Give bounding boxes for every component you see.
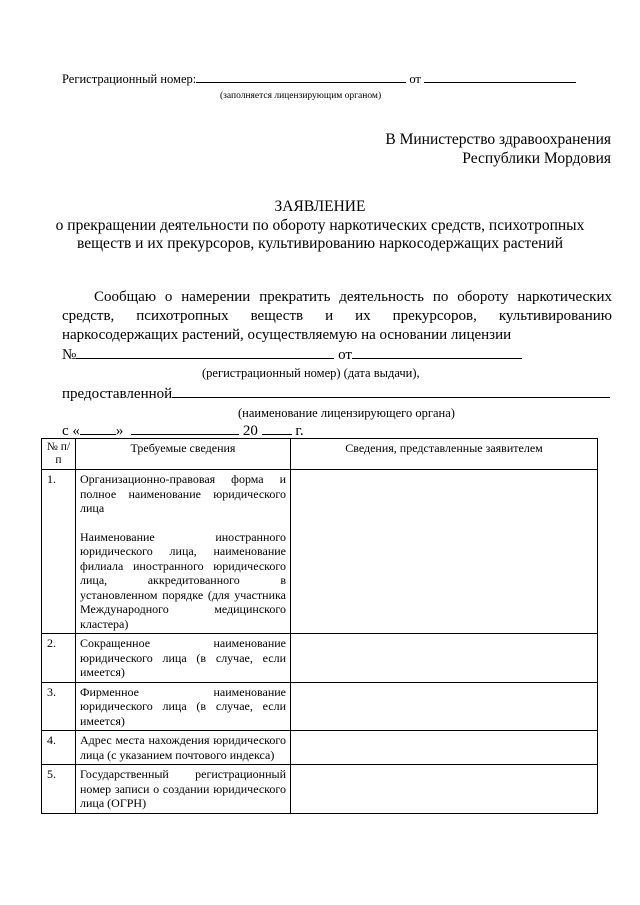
row-required — [76, 470, 291, 634]
row-value[interactable] — [291, 682, 598, 731]
from-date-prefix: с « — [62, 423, 80, 439]
table-header-row — [42, 439, 598, 470]
reg-from-label: от — [409, 72, 421, 86]
year-label: 20 — [242, 423, 258, 439]
header-required: Требуемые сведения — [76, 439, 291, 470]
addressee-line-2: Республики Мордовия — [462, 150, 611, 167]
licensing-org-field[interactable] — [172, 384, 610, 398]
row-number: 5. — [42, 765, 76, 814]
table-row — [42, 470, 598, 634]
title-line-1: о прекращении деятельности по обороту наркотических средств, психотропных — [55, 216, 585, 234]
row-number: 1. — [42, 470, 76, 634]
table-row — [42, 682, 598, 731]
title-line-2: веществ и их прекурсоров, культивированию наркосодержащих растений — [77, 235, 563, 252]
row-required: Сокращенное наименование юридического лица (в случае, если имеется) — [76, 634, 291, 683]
addressee-line-1: В Министерство здравоохранения — [385, 131, 611, 148]
number-sign: № — [62, 347, 77, 363]
row-required: Государственный регистрационный номер записи о создании юридического лица (ОГРН) — [76, 765, 291, 814]
row-number: 2. — [42, 634, 76, 683]
table-row — [42, 634, 598, 683]
license-date-field[interactable] — [352, 345, 522, 359]
row-value[interactable] — [291, 765, 598, 814]
row-required-text-2: Наименование иностранного юридического лица, наименование филиала иностранного юридического лица, аккредитованного в установленном порядке (для участника Международного медицинского кластера) — [80, 529, 286, 631]
provided-line — [62, 384, 612, 404]
license-number-field[interactable] — [76, 345, 334, 359]
month-field[interactable] — [131, 421, 239, 435]
reg-number-field[interactable] — [196, 70, 406, 83]
row-number: 4. — [42, 731, 76, 765]
reg-date-field[interactable] — [424, 70, 576, 83]
row-value[interactable] — [291, 731, 598, 765]
statement-body — [62, 288, 612, 441]
statement-text: Сообщаю о намерении прекратить деятельность по обороту наркотических средств, психотропных веществ и их прекурсоров, культивированию наркосодержащих растений, осуществляемую на основании лицензии — [62, 289, 612, 343]
quote-close: » — [115, 423, 124, 439]
title-heading: ЗАЯВЛЕНИЕ — [274, 198, 366, 215]
reg-note: (заполняется лицензирующим органом) — [220, 91, 382, 101]
row-required: Адрес места нахождения юридического лица (с указанием почтового индекса) — [76, 731, 291, 765]
row-required-text: Организационно-правовая форма и полное наименование юридического лица — [80, 472, 286, 515]
year-field[interactable] — [262, 421, 292, 435]
row-value[interactable] — [291, 470, 598, 634]
reg-caption: (регистрационный номер) (дата выдачи), — [202, 366, 420, 380]
row-required: Фирменное наименование юридического лица (в случае, если имеется) — [76, 682, 291, 731]
row-number: 3. — [42, 682, 76, 731]
provided-label: предоставленной — [62, 386, 173, 402]
header-number: № п/п — [42, 439, 76, 470]
statement-paragraph — [62, 288, 612, 345]
table-row — [42, 765, 598, 814]
table-row — [42, 731, 598, 765]
registration-line — [62, 70, 582, 87]
header-provided: Сведения, представленные заявителем — [291, 439, 598, 470]
info-table — [41, 438, 598, 814]
license-from-label: от — [338, 347, 352, 363]
addressee-block — [385, 130, 611, 168]
reg-number-label: Регистрационный номер: — [62, 72, 197, 86]
document-title — [40, 198, 600, 254]
day-field[interactable] — [80, 421, 116, 435]
row-value[interactable] — [291, 634, 598, 683]
license-line — [62, 345, 612, 365]
org-caption: (наименование лицензирующего органа) — [238, 406, 455, 420]
year-suffix: г. — [295, 423, 304, 439]
